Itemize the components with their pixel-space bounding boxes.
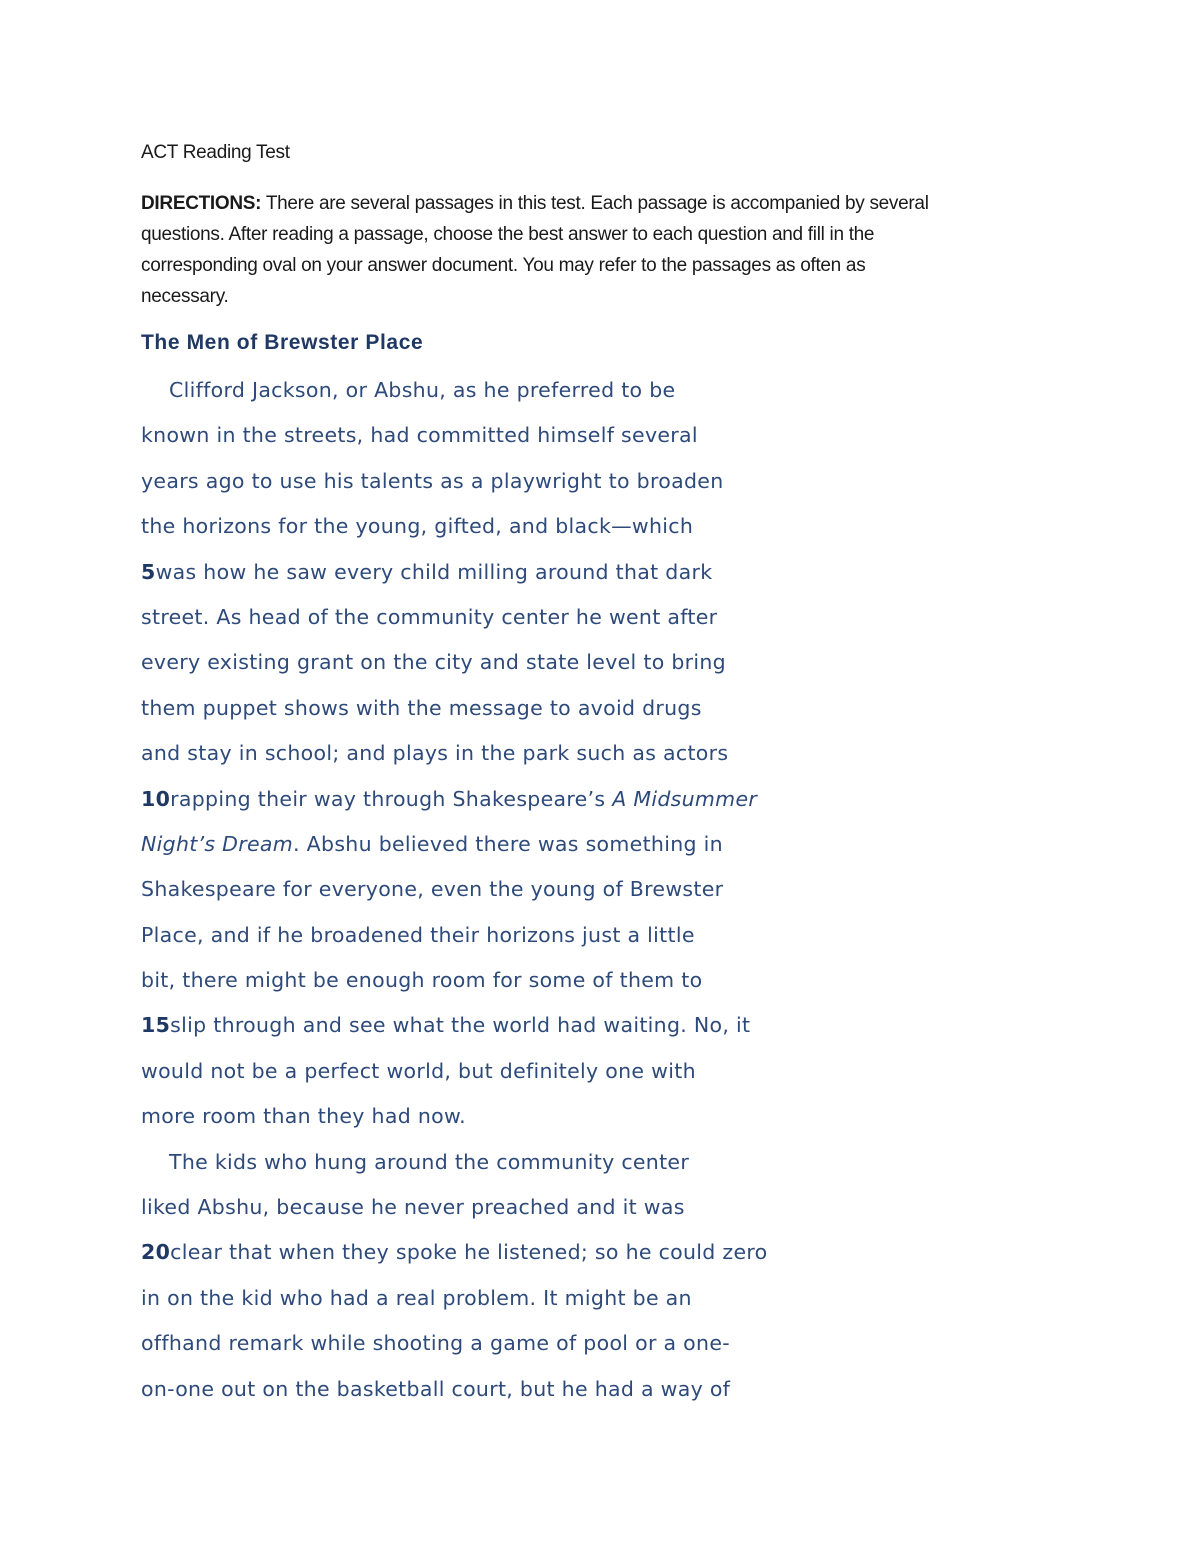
passage-line-text: . Abshu believed there was something in: [293, 831, 723, 856]
play-title-italic: Night’s Dream: [141, 831, 294, 856]
passage-line: every existing grant on the city and state level to bring: [141, 650, 726, 675]
passage-line: years ago to use his talents as a playwright to broaden: [141, 468, 724, 493]
passage-line: [141, 1006, 841, 1051]
passage-line-text: was how he saw every child milling around that dark: [155, 559, 713, 584]
directions-line: corresponding oval on your answer document. You may refer to the passages as often as: [141, 255, 866, 276]
line-number: 10: [141, 786, 171, 811]
passage-line: Shakespeare for everyone, even the young of Brewster: [141, 877, 724, 902]
line-number: 5: [141, 559, 156, 584]
play-title-italic: A Midsummer: [612, 786, 758, 811]
passage-title: The Men of Brewster Place: [141, 331, 424, 354]
passage-line: The kids who hung around the community center: [169, 1149, 690, 1174]
passage-line: the horizons for the young, gifted, and black—which: [141, 514, 694, 539]
passage-line: liked Abshu, because he never preached and it was: [141, 1195, 685, 1220]
document-title: ACT Reading Test: [141, 142, 290, 163]
directions-text: There are several passages in this test. Each passage is accompanied by several: [261, 193, 929, 214]
line-number: 20: [141, 1240, 171, 1265]
passage-line: [141, 553, 841, 598]
passage-line: would not be a perfect world, but definitely one with: [141, 1058, 696, 1083]
directions-line: [141, 188, 1041, 219]
passage-line: them puppet shows with the message to avoid drugs: [141, 695, 702, 720]
passage-line-text: rapping their way through Shakespeare’s: [170, 786, 613, 811]
passage-line: offhand remark while shooting a game of pool or a one-: [141, 1331, 730, 1356]
passage-line: in on the kid who had a real problem. It might be an: [141, 1285, 692, 1310]
line-number: 15: [141, 1013, 171, 1038]
passage-line: [141, 1233, 841, 1278]
passage-line: Clifford Jackson, or Abshu, as he preferred to be: [169, 378, 676, 402]
passage-line: street. As head of the community center he went after: [141, 604, 718, 629]
passage-line: known in the streets, had committed himself several: [141, 423, 698, 448]
directions-line: questions. After reading a passage, choose the best answer to each question and fill in the: [141, 224, 875, 245]
passage-body: [141, 371, 841, 1415]
directions-paragraph: [141, 188, 1041, 312]
passage-line: and stay in school; and plays in the park such as actors: [141, 741, 729, 766]
passage-line: bit, there might be enough room for some of them to: [141, 968, 703, 993]
passage-line: more room than they had now.: [141, 1104, 466, 1129]
directions-label: DIRECTIONS:: [141, 193, 262, 214]
passage-line: [141, 825, 841, 870]
passage-line: [141, 780, 841, 825]
passage-line-text: clear that when they spoke he listened; so he could zero: [170, 1240, 768, 1265]
passage-line-text: slip through and see what the world had waiting. No, it: [170, 1013, 751, 1038]
directions-line: necessary.: [141, 286, 229, 307]
passage-line: Place, and if he broadened their horizons just a little: [141, 922, 695, 947]
passage-line: on-one out on the basketball court, but he had a way of: [141, 1376, 731, 1401]
